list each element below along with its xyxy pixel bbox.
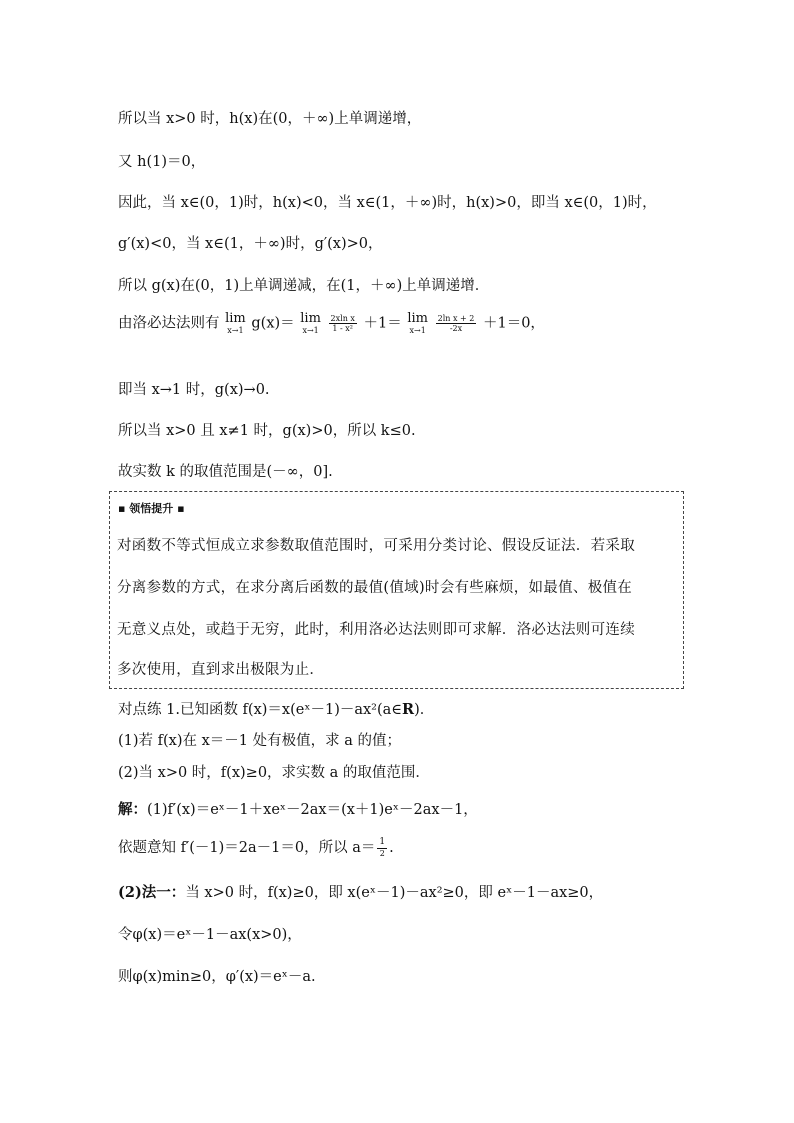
solution-2-fraction [377,837,387,859]
insight-line-3: 无意义点处，或趋于无穷，此时，利用洛必达法则即可求解．洛必达法则可连续 [117,622,635,638]
solution-1-text: (1)f′(x)＝eˣ－1＋xeˣ－2ax＝(x＋1)eˣ－2ax－1， [147,802,478,818]
text-line-5: 所以 g(x)在(0，1)上单调递减，在(1，＋∞)上单调递增． [118,278,490,294]
fraction-1-num: 2xln x [330,314,355,323]
text-line-8: 所以当 x>0 且 x≠1 时，g(x)>0，所以 k≤0. [118,423,416,439]
solution-line-4: 令φ(x)＝eˣ－1－ax(x>0)， [118,927,302,943]
solution-2-fraction-num: 1 [379,837,386,847]
lim-word-2: lim [300,311,321,326]
text-line-1: 所以当 x>0 时，h(x)在(0，＋∞)上单调递增， [118,111,422,127]
exercise-1-text: 对点练 1.已知函数 f(x)＝x(eˣ－1)－ax²(a∈ [118,702,403,718]
limit-g: g(x)＝ [251,315,295,332]
lim-sub-1: x→1 [227,326,244,335]
method-label: (2)法一： [118,884,186,901]
solution-2-text: 依题意知 f′(－1)＝2a－1＝0，所以 a＝ [118,840,376,856]
insight-line-4: 多次使用，直到求出极限为止． [117,662,325,678]
fraction-2-num: 2ln x + 2 [437,314,475,323]
limit-equation-line [118,312,545,352]
text-line-7: 即当 x→1 时，g(x)→0. [118,382,270,398]
solution-line-3 [118,883,603,903]
exercise-1-end: )． [414,702,435,718]
lim-word-3: lim [407,311,429,326]
insight-title: ▪ 领悟提升 ▪ [118,502,185,515]
solution-line-2 [118,837,394,859]
limit-end: ＋1＝0， [482,315,545,332]
text-line-9: 故实数 k 的取值范围是(－∞，0]. [118,464,333,480]
solution-line-5: 则φ(x)min≥0，φ′(x)＝eˣ－a. [118,969,316,985]
lim-sub-3: x→1 [409,326,426,335]
exercise-line-1 [118,700,434,720]
lim-operator-3 [407,312,428,335]
fraction-1-den: 1 - x² [332,324,354,333]
text-line-2: 又 h(1)＝0， [118,154,206,170]
text-line-3: 因此，当 x∈(0，1)时，h(x)<0，当 x∈(1，＋∞)时，h(x)>0，即当 x∈(0，1)时， [118,195,657,211]
lim-word-1: lim [225,311,246,326]
lim-operator-1 [225,312,246,335]
exercise-line-2: (1)若 f(x)在 x＝－1 处有极值，求 a 的值； [118,733,401,749]
solution-2-end: . [389,840,394,856]
solution-2-fraction-den: 2 [379,849,385,858]
limit-plus1: ＋1＝ [363,315,402,332]
exercise-line-3: (2)当 x>0 时，f(x)≥0，求实数 a 的取值范围． [118,765,430,781]
fraction-2 [436,314,477,333]
exercise-1-bold-r: R [402,701,415,718]
text-line-4: g′(x)<0，当 x∈(1，＋∞)时，g′(x)>0， [118,236,383,252]
lim-operator-2 [300,312,321,335]
solution-label: 解： [118,801,147,818]
insight-box [109,491,684,689]
limit-prefix: 由洛必达法则有 [118,315,220,332]
solution-line-1 [118,800,478,820]
fraction-1 [329,314,357,333]
lim-sub-2: x→1 [302,326,319,335]
insight-line-1: 对函数不等式恒成立求参数取值范围时，可采用分类讨论、假设反证法．若采取 [117,538,635,554]
insight-line-2: 分离参数的方式，在求分离后函数的最值(值域)时会有些麻烦，如最值、极值在 [117,580,633,596]
fraction-2-den: -2x [449,324,463,333]
solution-3-text: 当 x>0 时，f(x)≥0，即 x(eˣ－1)－ax²≥0，即 eˣ－1－ax≥0， [185,885,604,901]
